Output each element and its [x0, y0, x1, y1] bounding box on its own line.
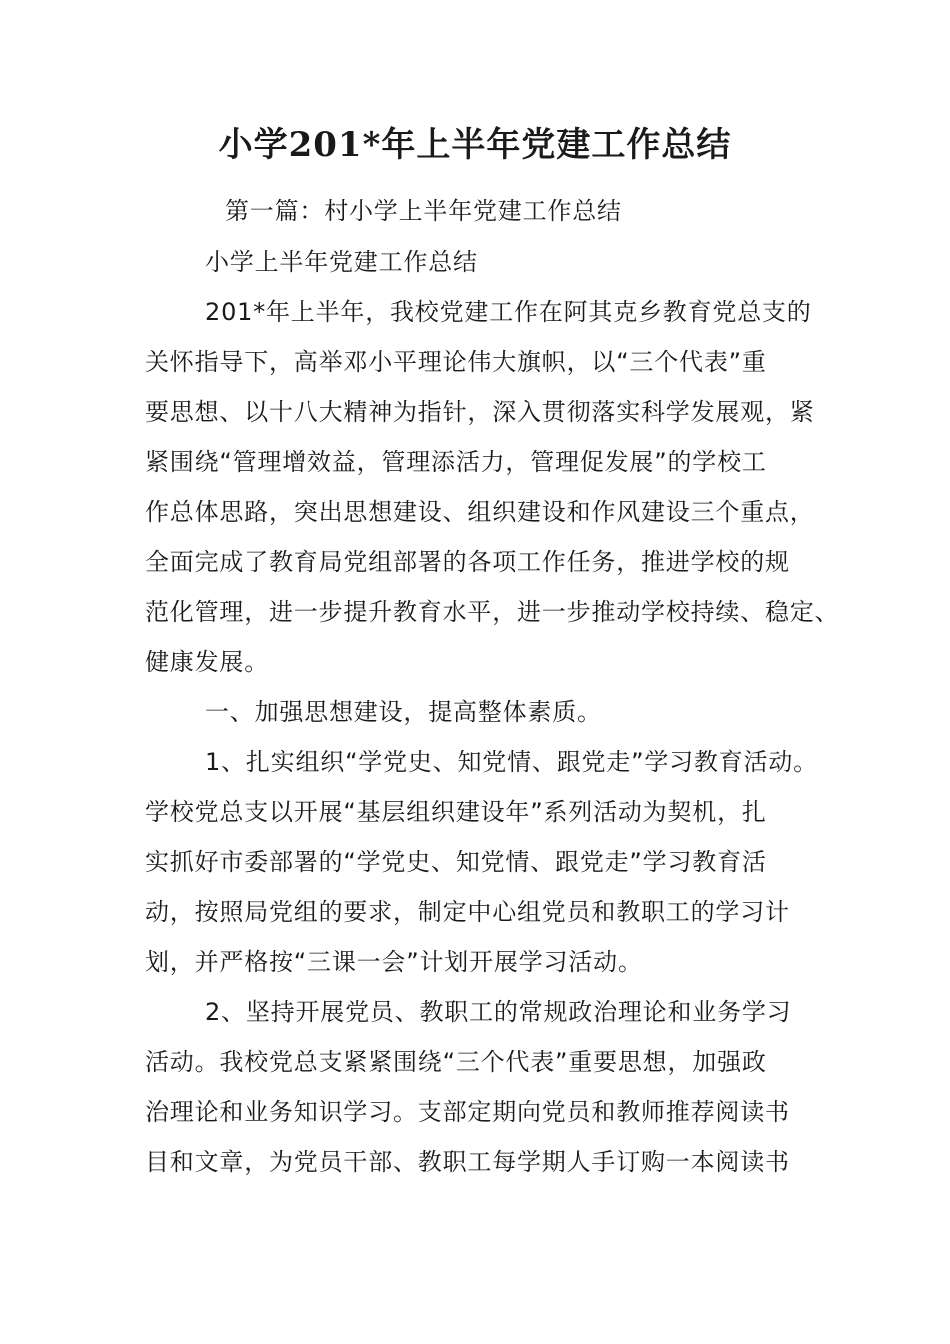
paragraph-line: 关怀指导下，高举邓小平理论伟大旗帜，以“三个代表”重	[145, 348, 767, 376]
paragraph-line: 治理论和业务知识学习。支部定期向党员和教师推荐阅读书	[145, 1098, 790, 1126]
paragraph-line: 活动。我校党总支紧紧围绕“三个代表”重要思想，加强政	[145, 1048, 767, 1076]
paragraph-line: 全面完成了教育局党组部署的各项工作任务，推进学校的规	[145, 548, 790, 576]
paragraph-line: 紧围绕“管理增效益，管理添活力，管理促发展”的学校工	[145, 448, 767, 476]
paragraph-line: 范化管理，进一步提升教育水平，进一步推动学校持续、稳定、	[145, 598, 840, 626]
paragraph-line: 201*年上半年，我校党建工作在阿其克乡教育党总支的	[205, 298, 812, 326]
paragraph-line: 学校党总支以开展“基层组织建设年”系列活动为契机，扎	[145, 798, 767, 826]
paragraph-line: 要思想、以十八大精神为指针，深入贯彻落实科学发展观，紧	[145, 398, 815, 426]
paragraph-line: 作总体思路，突出思想建设、组织建设和作风建设三个重点，	[145, 498, 815, 526]
section-heading-one: 一、加强思想建设，提高整体素质。	[205, 698, 602, 726]
paragraph-line: 2、坚持开展党员、教职工的常规政治理论和业务学习	[205, 998, 792, 1026]
paragraph-line: 健康发展。	[145, 648, 269, 676]
paragraph-line: 1、扎实组织“学党史、知党情、跟党走”学习教育活动。	[205, 748, 818, 776]
section-heading-part-one: 第一篇：村小学上半年党建工作总结	[225, 197, 622, 225]
document-title: 小学201*年上半年党建工作总结	[218, 125, 732, 165]
paragraph-line: 实抓好市委部署的“学党史、知党情、跟党走”学习教育活	[145, 848, 767, 876]
subtitle-line: 小学上半年党建工作总结	[205, 248, 478, 276]
paragraph-line: 划，并严格按“三课一会”计划开展学习活动。	[145, 948, 643, 976]
paragraph-line: 动，按照局党组的要求，制定中心组党员和教职工的学习计	[145, 898, 790, 926]
paragraph-line: 目和文章，为党员干部、教职工每学期人手订购一本阅读书	[145, 1148, 790, 1176]
